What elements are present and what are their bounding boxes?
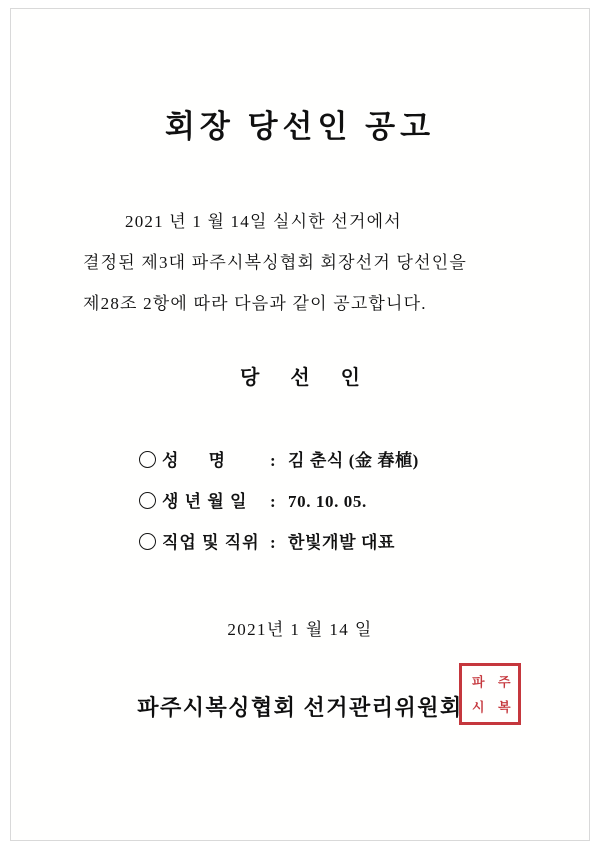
seal-char-3: 시: [469, 700, 485, 713]
issuing-authority: 파주시복싱협회 선거관리위원회: [137, 695, 463, 720]
seal-char-1: 파: [469, 675, 485, 688]
section-heading-elected: 당 선 인: [240, 367, 373, 389]
issue-date: 2021년 1 월 14 일: [227, 620, 373, 639]
seal-char-4: 복: [495, 700, 511, 713]
field-row-occupation: [139, 528, 419, 569]
field-label-name: 성 명: [162, 451, 239, 470]
field-value-name: 김 춘식 (金 春植): [288, 451, 419, 470]
field-colon-birthdate: :: [270, 492, 276, 511]
official-seal-stamp-icon: [459, 663, 521, 725]
field-value-birthdate: 70. 10. 05.: [288, 492, 367, 511]
field-row-name: [139, 446, 419, 487]
body-line-2: 결정된 제3대 파주시복싱협회 회장선거 당선인을: [83, 253, 467, 272]
circle-bullet-icon: [139, 533, 156, 550]
body-line-3: 제28조 2항에 따라 다음과 같이 공고합니다.: [83, 294, 427, 313]
page-title: 회장 당선인 공고: [164, 109, 436, 144]
circle-bullet-icon: [139, 492, 156, 509]
field-label-occupation: 직업 및 직위: [162, 533, 260, 552]
body-line-1: 2021 년 1 월 14일 실시한 선거에서: [125, 212, 402, 231]
circle-bullet-icon: [139, 451, 156, 468]
field-colon-occupation: :: [270, 533, 276, 552]
field-label-birthdate: 생 년 월 일: [162, 492, 248, 511]
paper-sheet: [10, 8, 590, 841]
field-value-occupation: 한빛개발 대표: [288, 533, 395, 552]
field-row-birthdate: [139, 487, 419, 528]
seal-char-2: 주: [495, 675, 511, 688]
announcement-body: [83, 201, 529, 324]
field-colon-name: :: [270, 451, 276, 470]
elected-person-fields: [139, 446, 419, 569]
